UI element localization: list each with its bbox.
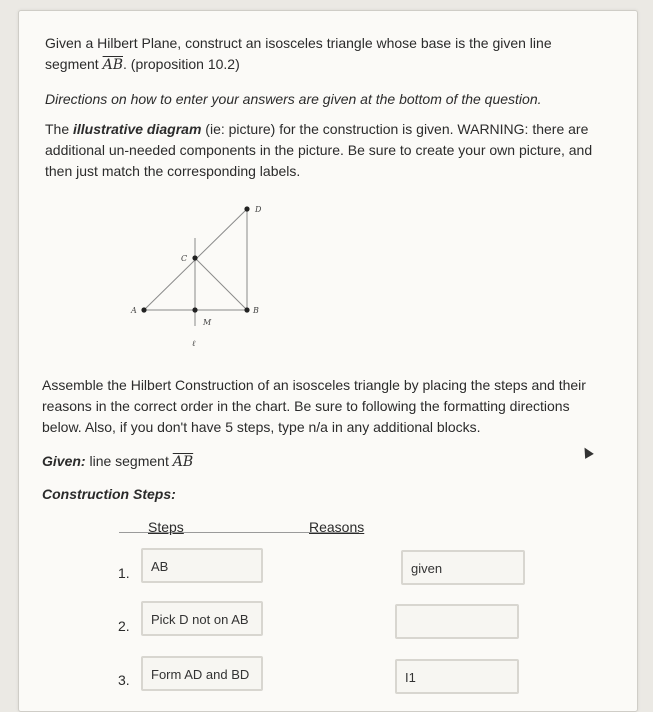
point-d <box>244 206 249 211</box>
step-input[interactable]: AB <box>141 548 263 583</box>
label-m: M <box>203 318 212 327</box>
segment-cb <box>195 258 247 310</box>
label-c: C <box>181 254 188 263</box>
label-a: A <box>131 306 137 315</box>
construction-steps-label: Construction Steps: <box>42 486 176 502</box>
directions-text: Directions on how to enter your answers are given at the bottom of the question. <box>45 91 542 107</box>
label-l: ℓ <box>192 339 196 348</box>
label-b: B <box>253 306 259 315</box>
point-m <box>192 307 197 312</box>
cursor-icon <box>580 445 594 459</box>
point-b <box>244 307 249 312</box>
point-c <box>192 255 197 260</box>
reason-input[interactable]: given <box>401 550 525 585</box>
intro-text: Given a Hilbert Plane, construct an isosceles triangle whose base is the given line segment $\overline{AB}$. (proposition 10.2) <box>45 35 552 73</box>
step-number: 3. <box>118 672 130 688</box>
step-number: 1. <box>118 565 130 581</box>
point-a <box>141 307 146 312</box>
label-d: D <box>255 205 262 214</box>
given-line: Given: line segment $\overline{AB}$ <box>42 453 194 470</box>
illustrative-diagram <box>119 196 279 361</box>
question-card <box>18 10 638 712</box>
reason-input[interactable]: I1 <box>395 659 519 694</box>
reasons-header: Reasons <box>309 519 365 535</box>
step-number: 2. <box>118 618 130 634</box>
assemble-text: Assemble the Hilbert Construction of an isosceles triangle by placing the steps and their reasons in the correct order in the chart. Be sure to following the formatting directions below. Also, if you don't have 5 steps, type n/a in any additional blocks. <box>42 377 586 435</box>
steps-header: Steps <box>148 519 184 535</box>
step-input[interactable]: Form AD and BD <box>141 656 263 691</box>
diagram-description: The illustrative diagram (ie: picture) for the construction is given. WARNING: there are additional un-needed components in the picture. Be sure to create your own picture, and then just match the corresponding labels. <box>45 121 593 179</box>
step-input[interactable]: Pick D not on AB <box>141 601 263 636</box>
reason-input[interactable] <box>395 604 519 639</box>
